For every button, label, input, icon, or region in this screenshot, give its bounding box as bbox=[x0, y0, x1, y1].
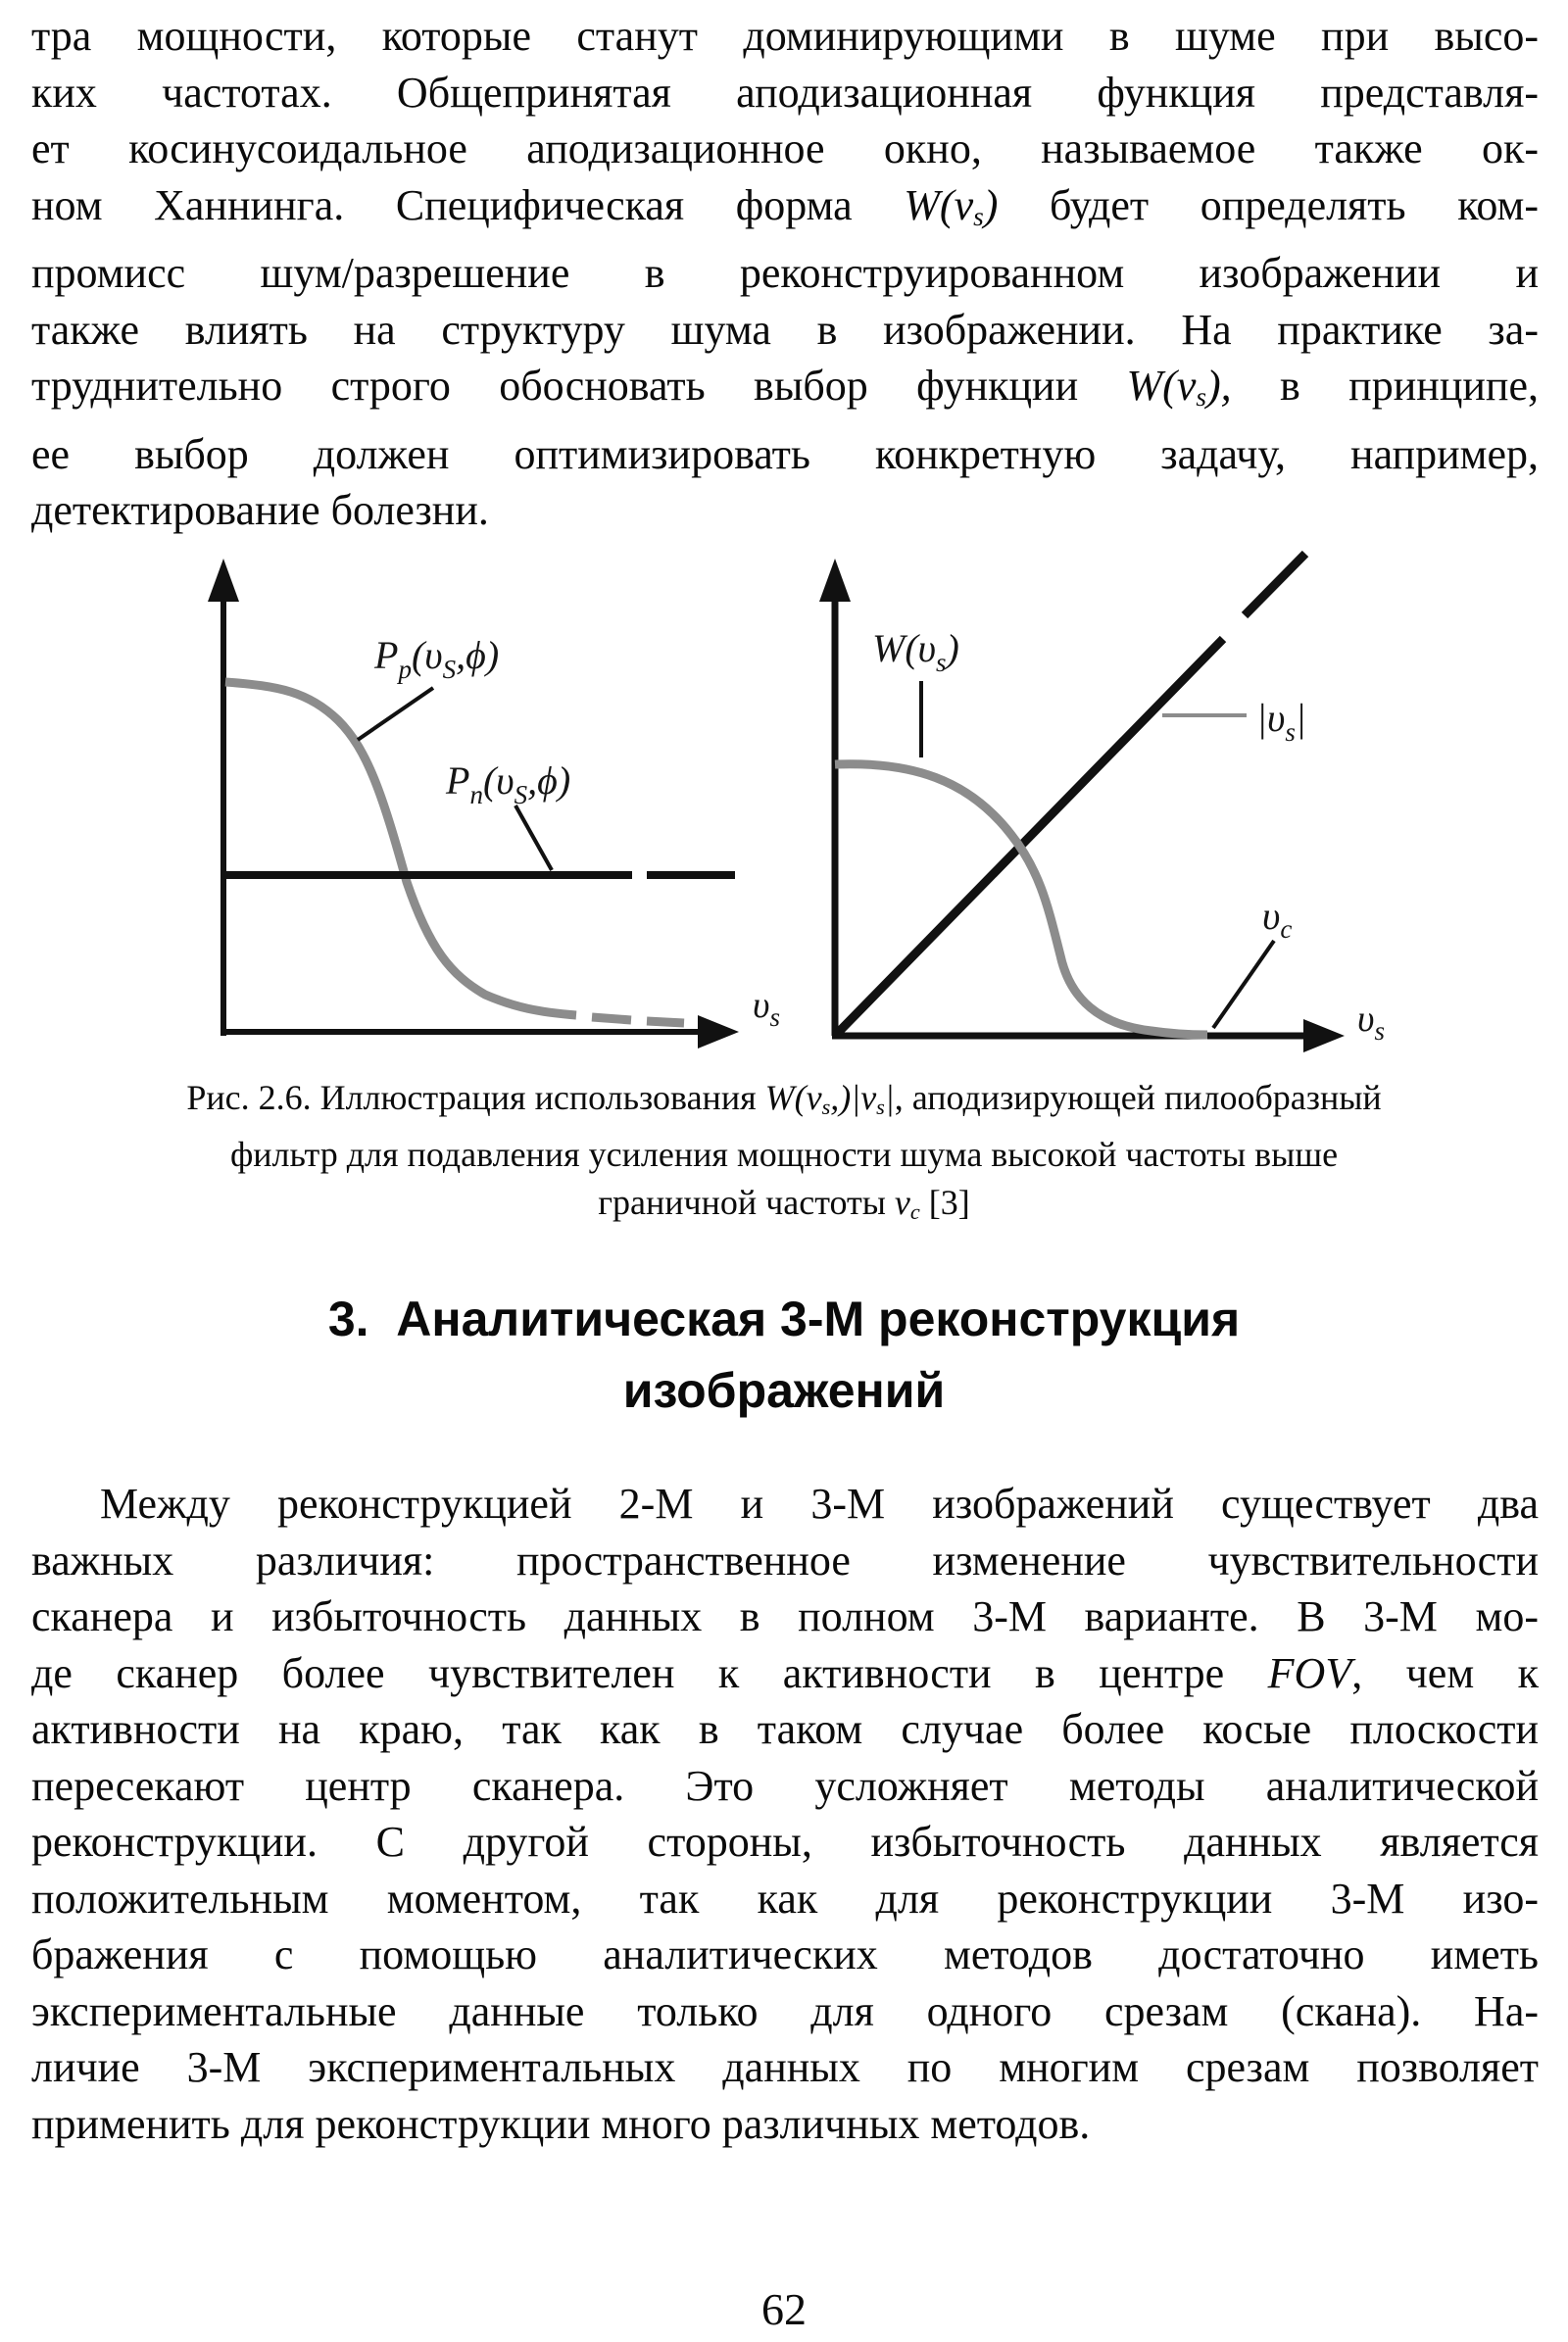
text-segment: ких частотах. Общепринятая аподизационная функция представля- bbox=[31, 68, 1539, 117]
text-segment: важных различия: пространственное изменение чувствительности bbox=[31, 1536, 1539, 1585]
paragraph-body bbox=[31, 1476, 1539, 2152]
section-heading-line-2: изображений bbox=[622, 1363, 946, 1418]
formula-segment: ,)| bbox=[830, 1078, 861, 1117]
text-segment: Между реконструкцией 2-М и 3-М изображений существует два bbox=[100, 1480, 1539, 1528]
text-line bbox=[31, 1476, 1539, 1533]
text-line bbox=[31, 1927, 1539, 1983]
text-line bbox=[31, 1814, 1539, 1871]
formula-segment: W(v bbox=[1126, 362, 1197, 410]
formula-segment: s bbox=[821, 1094, 831, 1119]
plot-right bbox=[819, 554, 1385, 1052]
text-segment: реконструкции. С другой стороны, избыточность данных является bbox=[31, 1818, 1539, 1866]
text-line bbox=[31, 177, 1539, 246]
text-segment: фильтр для подавления усиления мощности шума высокой частоты выше bbox=[229, 1134, 1339, 1174]
figure-2-6 bbox=[118, 549, 1470, 1063]
formula-segment: FOV bbox=[1267, 1648, 1352, 1697]
text-segment: сканера и избыточность данных в полном 3-М варианте. В 3-М мо- bbox=[31, 1592, 1539, 1640]
ramp-line-dash bbox=[1245, 554, 1305, 615]
text-line bbox=[31, 358, 1539, 426]
text-line bbox=[31, 302, 1539, 359]
text-segment: личие 3-М экспериментальных данных по многим срезам позволяет bbox=[31, 2043, 1539, 2091]
text-line bbox=[31, 121, 1539, 177]
formula-segment: W(v bbox=[904, 180, 974, 229]
text-line bbox=[31, 65, 1539, 122]
text-line bbox=[31, 2096, 1539, 2153]
w-label: $W(\upsilon_s)$ bbox=[872, 626, 959, 677]
text-line bbox=[31, 1758, 1539, 1815]
text-segment: ет косинусоидальное аподизационное окно, называемое также ок- bbox=[31, 124, 1539, 172]
text-segment: труднительно строго обосновать выбор функции bbox=[31, 362, 1127, 410]
formula-segment: s bbox=[1196, 382, 1206, 412]
ramp-line bbox=[835, 639, 1223, 1036]
pn-label: $P_n(\upsilon_S,\phi)$ bbox=[446, 758, 571, 809]
text-segment: ном Ханнинга. Специфическая форма bbox=[31, 180, 905, 229]
page-number: 62 bbox=[761, 2284, 807, 2334]
text-line bbox=[31, 1645, 1539, 1702]
text-line bbox=[31, 426, 1539, 483]
text-line bbox=[31, 482, 1539, 539]
formula-segment: s bbox=[973, 201, 984, 231]
pp-curve bbox=[225, 682, 576, 1015]
w-curve bbox=[835, 764, 1207, 1035]
figure-caption bbox=[39, 1074, 1529, 1236]
formula-segment: ) bbox=[983, 180, 999, 229]
text-line bbox=[31, 1983, 1539, 2040]
text-segment: граничной частоты bbox=[598, 1182, 895, 1222]
text-segment: детектирование болезни. bbox=[31, 486, 489, 534]
text-line bbox=[31, 245, 1539, 302]
text-segment: в принципе, bbox=[1231, 362, 1539, 410]
pp-pointer-line bbox=[358, 688, 433, 740]
formula-segment: ), bbox=[1205, 362, 1232, 410]
text-segment: [3] bbox=[919, 1182, 970, 1222]
text-segment: активности на краю, так как в таком случае более косые плоскости bbox=[31, 1705, 1539, 1753]
section-heading-line-1: 3. Аналитическая 3-М реконструкция bbox=[327, 1292, 1241, 1346]
text-segment: применить для реконструкции много различных методов. bbox=[31, 2099, 1091, 2148]
text-line bbox=[31, 1533, 1539, 1589]
text-segment: пересекают центр сканера. Это усложняет методы аналитической bbox=[31, 1761, 1539, 1810]
right-y-axis-arrow-icon bbox=[819, 559, 851, 602]
text-line bbox=[39, 1131, 1529, 1179]
section-heading bbox=[39, 1284, 1529, 1427]
text-line bbox=[31, 1588, 1539, 1645]
text-segment: будет определять ком- bbox=[998, 180, 1539, 229]
formula-segment: c bbox=[909, 1198, 920, 1224]
vc-pointer-line bbox=[1213, 941, 1274, 1028]
formula-segment: v bbox=[894, 1182, 910, 1222]
formula-segment: | bbox=[884, 1078, 895, 1117]
text-segment: де сканер более чувствителен к активности в центре bbox=[31, 1648, 1268, 1697]
pp-curve-dash-1 bbox=[592, 1017, 631, 1020]
left-x-axis-label: $\upsilon_s$ bbox=[753, 985, 780, 1032]
paragraph-intro bbox=[31, 8, 1539, 539]
text-segment: экспериментальные данные только для одного срезам (скана). На- bbox=[31, 1986, 1539, 2035]
text-segment: положительным моментом, так как для реконструкции 3-М изо- bbox=[31, 1874, 1539, 1923]
vs-label: $|\upsilon_s|$ bbox=[1256, 696, 1306, 747]
left-x-axis-arrow-icon bbox=[698, 1015, 739, 1049]
left-y-axis-arrow-icon bbox=[208, 559, 239, 602]
plot-left bbox=[208, 559, 780, 1049]
formula-segment: s bbox=[876, 1094, 885, 1119]
formula-segment: v bbox=[860, 1078, 877, 1117]
text-segment: промисс шум/разрешение в реконструированном изображении и bbox=[31, 249, 1539, 297]
text-segment: также влиять на структуру шума в изображении. На практике за- bbox=[31, 305, 1539, 354]
text-line bbox=[31, 8, 1539, 65]
text-line bbox=[31, 1701, 1539, 1758]
formula-segment: W(v bbox=[764, 1078, 822, 1117]
text-line bbox=[31, 2039, 1539, 2096]
text-segment: тра мощности, которые станут доминирующими в шуме при высо- bbox=[31, 12, 1539, 60]
text-segment: бражения с помощью аналитических методов достаточно иметь bbox=[31, 1930, 1539, 1978]
right-x-axis-arrow-icon bbox=[1303, 1019, 1345, 1052]
pp-label: $P_p(\upsilon_S,\phi)$ bbox=[374, 633, 500, 684]
text-line bbox=[39, 1179, 1529, 1236]
text-segment: , чем к bbox=[1351, 1648, 1539, 1697]
pp-curve-dash-2 bbox=[647, 1021, 684, 1023]
text-segment: , аподизирующей пилообразный bbox=[894, 1078, 1382, 1117]
right-x-axis-label: $\upsilon_s$ bbox=[1357, 999, 1385, 1046]
text-line bbox=[39, 1074, 1529, 1131]
pn-pointer-line bbox=[515, 805, 552, 870]
text-line bbox=[31, 1871, 1539, 1927]
text-segment: Рис. 2.6. Иллюстрация использования bbox=[186, 1078, 765, 1117]
vc-label: $\upsilon_c$ bbox=[1262, 894, 1293, 944]
text-segment: ее выбор должен оптимизировать конкретную задачу, например, bbox=[31, 429, 1539, 478]
